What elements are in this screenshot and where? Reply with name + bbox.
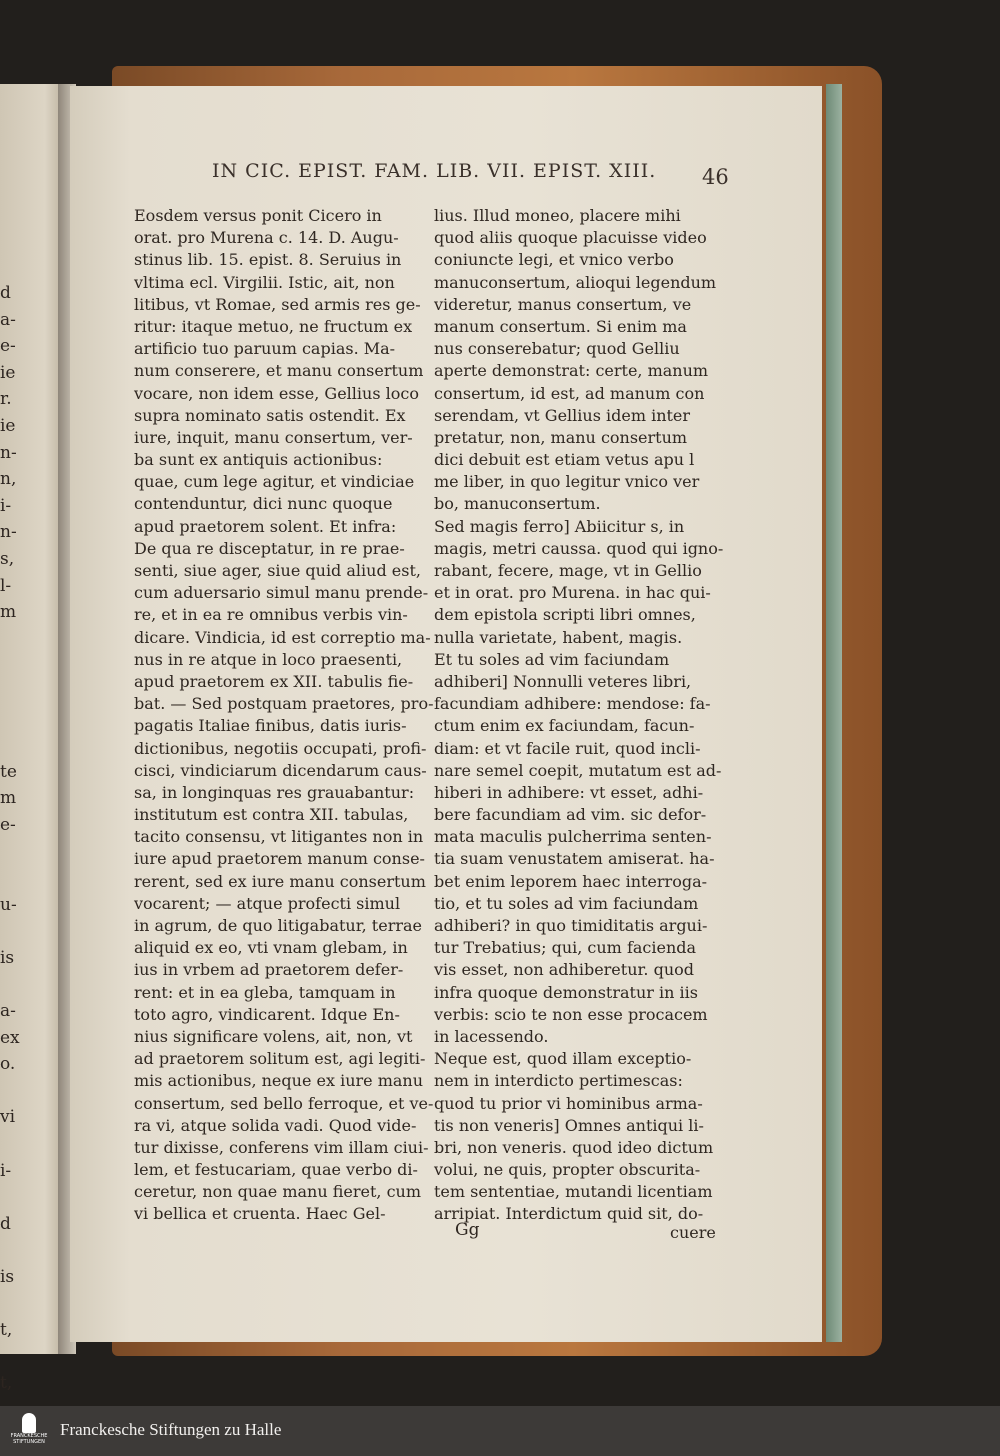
text-line: tur Trebatius; qui, cum facienda xyxy=(434,938,697,958)
text-line: litibus, vt Romae, sed armis res ge- xyxy=(134,294,421,314)
text-line: consertum, id est, ad manum con xyxy=(434,383,705,403)
text-line: infra quoque demonstratur in iis xyxy=(434,982,698,1002)
text-line: nus conserebatur; quod Gelliu xyxy=(434,339,680,359)
text-line: Eosdem versus ponit Cicero in xyxy=(134,206,382,225)
text-line: Sed magis ferro] Abiicitur s, in xyxy=(434,516,685,536)
text-line: Et tu soles ad vim faciundam xyxy=(434,649,670,669)
text-line: ritur: itaque metuo, ne fructum ex xyxy=(134,316,413,336)
text-line: ad praetorem solitum est, agi legiti- xyxy=(134,1049,426,1069)
text-line: pagatis Italiae finibus, datis iuris- xyxy=(134,716,407,736)
text-line: artificio tuo paruum capias. Ma- xyxy=(134,339,396,359)
text-line: et in orat. pro Murena. in hac qui- xyxy=(434,583,711,603)
text-line: videretur, manus consertum, ve xyxy=(434,294,692,314)
text-line: vltima ecl. Virgilii. Istic, ait, non xyxy=(134,272,395,292)
text-line: me liber, in quo legitur vnico ver xyxy=(434,472,700,492)
left-page-fragments: d a- e- ie r. ie n- n, i- n- s, l- m te m e- u- is a- ex o. vi i- d is t, t, xyxy=(0,283,20,1394)
text-line: magis, metri caussa. quod qui igno- xyxy=(434,538,724,558)
signature-mark: Gg xyxy=(455,1220,480,1240)
text-line: apud praetorem solent. Et infra: xyxy=(134,516,397,536)
text-line: vocarent; — atque profecti simul xyxy=(134,893,401,913)
text-line: manuconsertum, alioqui legendum xyxy=(434,272,717,292)
text-line: tia suam venustatem amiserat. ha- xyxy=(434,849,715,869)
catchword: cuere xyxy=(670,1223,716,1242)
text-line: nus in re atque in loco praesenti, xyxy=(134,649,403,669)
text-line: lius. Illud moneo, placere mihi xyxy=(434,206,681,225)
left-page xyxy=(0,84,64,1394)
text-line: consertum, sed bello ferroque, et ve- xyxy=(134,1093,434,1113)
text-line: bat. — Sed postquam praetores, pro- xyxy=(134,694,434,714)
text-line: in agrum, de quo litigabatur, terrae xyxy=(134,916,422,935)
text-line: iure, inquit, manu consertum, ver- xyxy=(134,427,413,447)
left-text-column xyxy=(134,205,434,1226)
text-line: contenduntur, dici nunc quoque xyxy=(134,494,393,514)
text-line: bo, manuconsertum. xyxy=(434,494,601,514)
text-line: ba sunt ex antiquis actionibus: xyxy=(134,450,383,470)
text-line: quae, cum lege agitur, et vindiciae xyxy=(134,472,415,492)
text-line: vis esset, non adhiberetur. quod xyxy=(434,960,694,980)
text-line: aperte demonstrat: certe, manum xyxy=(434,361,709,381)
text-line: tio, et tu soles ad vim faciundam xyxy=(434,893,699,913)
text-line: bri, non veneris. quod ideo dictum xyxy=(434,1137,714,1157)
text-line: volui, ne quis, propter obscurita- xyxy=(434,1160,701,1180)
text-line: tur dixisse, conferens vim illam ciui- xyxy=(134,1137,429,1157)
text-line: diam: et vt facile ruit, quod incli- xyxy=(434,738,701,758)
text-line: bere facundiam ad vim. sic defor- xyxy=(434,805,707,825)
text-line: nare semel coepit, mutatum est ad- xyxy=(434,760,722,780)
text-line: vi bellica et cruenta. Haec Gel- xyxy=(134,1204,386,1224)
text-line: ius in vrbem ad praetorem defer- xyxy=(134,960,404,980)
text-line: dem epistola scripti libri omnes, xyxy=(434,605,696,625)
text-line: in lacessendo. xyxy=(434,1026,549,1046)
text-line: orat. pro Murena c. 14. D. Augu- xyxy=(134,228,399,248)
text-line: De qua re disceptatur, in re prae- xyxy=(134,538,405,558)
text-line: nem in interdicto pertimescas: xyxy=(434,1071,683,1091)
text-line: tacito consensu, vt litigantes non in xyxy=(134,827,424,847)
text-line: verbis: scio te non esse procacem xyxy=(434,1004,708,1024)
text-line: institutum est contra XII. tabulas, xyxy=(134,805,409,825)
text-line: supra nominato satis ostendit. Ex xyxy=(134,405,406,425)
text-line: dictionibus, negotiis occupati, profi- xyxy=(134,738,427,758)
text-line: nulla varietate, habent, magis. xyxy=(434,627,683,647)
text-line: dicare. Vindicia, id est correptio ma- xyxy=(134,627,431,647)
text-line: mata maculis pulcherrima senten- xyxy=(434,827,712,847)
text-line: pretatur, non, manu consertum xyxy=(434,427,688,447)
text-line: lem, et festucariam, quae verbo di- xyxy=(134,1160,418,1180)
logo-icon xyxy=(22,1413,36,1433)
text-line: apud praetorem ex XII. tabulis fie- xyxy=(134,671,414,691)
footer-bar xyxy=(0,1406,1000,1456)
text-line: toto agro, vindicarent. Idque En- xyxy=(134,1004,400,1024)
running-head: IN CIC. EPIST. FAM. LIB. VII. EPIST. XIII. xyxy=(212,160,657,182)
text-line: coniuncte legi, et vnico verbo xyxy=(434,250,674,270)
text-line: manum consertum. Si enim ma xyxy=(434,316,687,336)
text-line: quod aliis quoque placuisse video xyxy=(434,228,707,248)
text-line: senti, siue ager, siue quid aliud est, xyxy=(134,561,421,580)
page-number: 46 xyxy=(702,165,729,189)
text-line: adhiberi? in quo timiditatis argui- xyxy=(434,916,708,935)
text-line: ra vi, atque solida vadi. Quod vide- xyxy=(134,1115,417,1135)
text-line: facundiam adhibere: mendose: fa- xyxy=(434,694,711,714)
right-text-column xyxy=(434,205,730,1226)
institution-name: Franckesche Stiftungen zu Halle xyxy=(60,1420,282,1439)
text-line: dici debuit est etiam vetus apu l xyxy=(434,450,695,470)
text-line: Neque est, quod illam exceptio- xyxy=(434,1049,692,1069)
text-line: quod tu prior vi hominibus arma- xyxy=(434,1093,703,1113)
text-line: mis actionibus, neque ex iure manu xyxy=(134,1071,424,1091)
text-line: rerent, sed ex iure manu consertum xyxy=(134,871,426,891)
logo-text: FRANCKESCHE STIFTUNGEN xyxy=(10,1433,48,1445)
text-line: tis non veneris] Omnes antiqui li- xyxy=(434,1115,704,1135)
text-line: num conserere, et manu consertum xyxy=(134,361,424,381)
text-line: cisci, vindiciarum dicendarum caus- xyxy=(134,760,427,780)
text-line: cum aduersario simul manu prende- xyxy=(134,583,429,603)
text-line: stinus lib. 15. epist. 8. Seruius in xyxy=(134,250,402,270)
page-edge xyxy=(826,84,842,1342)
text-line: hiberi in adhibere: vt esset, adhi- xyxy=(434,782,704,802)
text-line: serendam, vt Gellius idem inter xyxy=(434,405,691,425)
text-line: aliquid ex eo, vti vnam glebam, in xyxy=(134,938,408,958)
text-line: adhiberi] Nonnulli veteres libri, xyxy=(434,671,692,691)
text-line: bet enim leporem haec interroga- xyxy=(434,871,708,891)
text-line: rent: et in ea gleba, tamquam in xyxy=(134,982,396,1002)
institution-logo[interactable] xyxy=(9,1413,49,1449)
text-line: ctum enim ex faciundam, facun- xyxy=(434,716,695,736)
text-line: arripiat. Interdictum quid sit, do- xyxy=(434,1204,704,1224)
text-line: sa, in longinquas res grauabantur: xyxy=(134,782,415,802)
text-line: ceretur, non quae manu fieret, cum xyxy=(134,1182,422,1202)
text-line: re, et in ea re omnibus verbis vin- xyxy=(134,605,408,625)
text-line: nius significare volens, ait, non, vt xyxy=(134,1026,413,1046)
text-line: rabant, fecere, mage, vt in Gellio xyxy=(434,561,702,580)
text-line: tem sententiae, mutandi licentiam xyxy=(434,1182,713,1202)
text-line: iure apud praetorem manum conse- xyxy=(134,849,425,869)
text-line: vocare, non idem esse, Gellius loco xyxy=(134,383,419,403)
